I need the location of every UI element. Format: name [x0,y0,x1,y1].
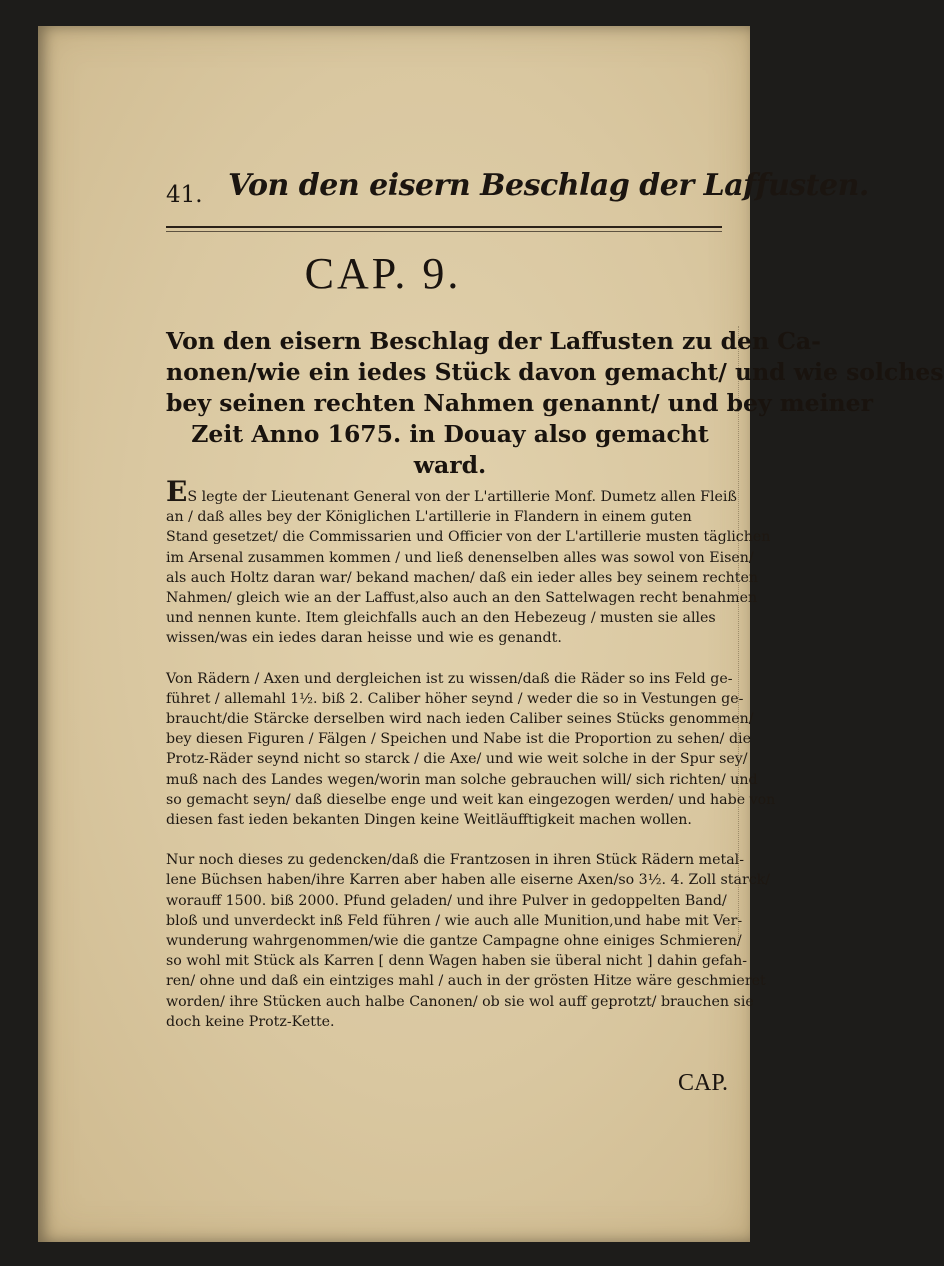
book-page [38,26,944,1242]
catchword: CAP. [678,1070,729,1096]
body-text [166,475,776,1052]
page-header [166,168,869,212]
text-line: worden/ ihre Stücken auch halbe Canonen/ ob sie wol auff geprotzt/ brauchen sie [166,993,754,1010]
text-line: bey diesen Figuren / Fälgen / Speichen und Nabe ist die Proportion zu sehen/ die [166,731,751,748]
page-number: 41. [166,182,203,208]
text-line: braucht/die Stärcke derselben wird nach ieden Caliber seines Stücks genommen/ [166,711,754,728]
paragraph-1 [166,475,771,649]
header-rule [166,226,722,228]
chapter-heading-line: Zeit Anno 1675. in Douay also gemacht [191,420,709,448]
text-line: muß nach des Landes wegen/worin man solche gebrauchen will/ sich richten/ und [166,771,758,788]
text-line: Protz-Räder seynd nicht so starck / die Axe/ und wie weit solche in der Spur sey/ [166,751,748,768]
text-line: diesen fast ieden bekanten Dingen keine Weitläufftigkeit machen wollen. [166,812,692,829]
chapter-heading-line: ward. [413,451,487,479]
chapter-heading [166,326,944,481]
text-line: an / daß alles bey der Königlichen L'artillerie in Flandern in einem guten [166,509,692,526]
text-line: Stand gesetzet/ die Commissarien und Officier von der L'artillerie musten täglichen [166,529,771,546]
header-rule-thin [166,231,722,232]
chapter-heading-line: nonen/wie ein iedes Stück davon gemacht/ und wie solches [166,358,944,386]
text-line: Nur noch dieses zu gedencken/daß die Frantzosen in ihren Stück Rädern metal- [166,852,744,869]
chapter-heading-line: Von den eisern Beschlag der Laffusten zu den Ca- [166,327,821,355]
text-line: Nahmen/ gleich wie an der Laffust,also auch an den Sattelwagen recht benahmen [166,590,758,607]
text-line: worauff 1500. biß 2000. Pfund geladen/ und ihre Pulver in gedoppelten Band/ [166,892,727,909]
text-line: führet / allemahl 1½. biß 2. Caliber höher seynd / weder die so in Vestungen ge- [166,690,744,707]
paragraph-2 [166,669,776,831]
chapter-title: CAP. 9. [304,249,462,298]
text-line: Von Rädern / Axen und dergleichen ist zu wissen/daß die Räder so ins Feld ge- [166,670,733,687]
text-line: wissen/was ein iedes daran heisse und wie es genandt. [166,630,562,647]
text-line: im Arsenal zusammen kommen / und ließ denenselben alles was sowol von Eisen/ [166,549,754,566]
text-line: doch keine Protz-Kette. [166,1013,335,1030]
chapter-heading-line: bey seinen rechten Nahmen genannt/ und bey meiner [166,389,873,417]
text-line: wunderung wahrgenommen/wie die gantze Campagne ohne einiges Schmieren/ [166,933,742,950]
text-line: ren/ ohne und daß ein eintziges mahl / auch in der grösten Hitze wäre geschmieret [166,973,766,990]
text-line: bloß und unverdeckt inß Feld führen / wie auch alle Munition,und habe mit Ver- [166,912,743,929]
text-line: ES legte der Lieutenant General von der L'artillerie Monf. Dumetz allen Fleiß [166,475,737,508]
text-line: so gemacht seyn/ daß dieselbe enge und weit kan eingezogen werden/ und habe von [166,791,776,808]
page-edge-marks [738,326,751,946]
text-line: so wohl mit Stück als Karren [ denn Wagen haben sie überal nicht ] dahin gefah- [166,953,748,970]
paragraph-3 [166,850,771,1032]
running-head: Von den eisern Beschlag der Laffusten. [228,168,869,203]
text-line: als auch Holtz daran war/ bekand machen/ daß ein ieder alles bey seinem rechten [166,569,759,586]
text-line: und nennen kunte. Item gleichfalls auch an den Hebezeug / musten sie alles [166,610,716,627]
text-line: lene Büchsen haben/ihre Karren aber haben alle eiserne Axen/so 3½. 4. Zoll starck/ [166,872,771,889]
